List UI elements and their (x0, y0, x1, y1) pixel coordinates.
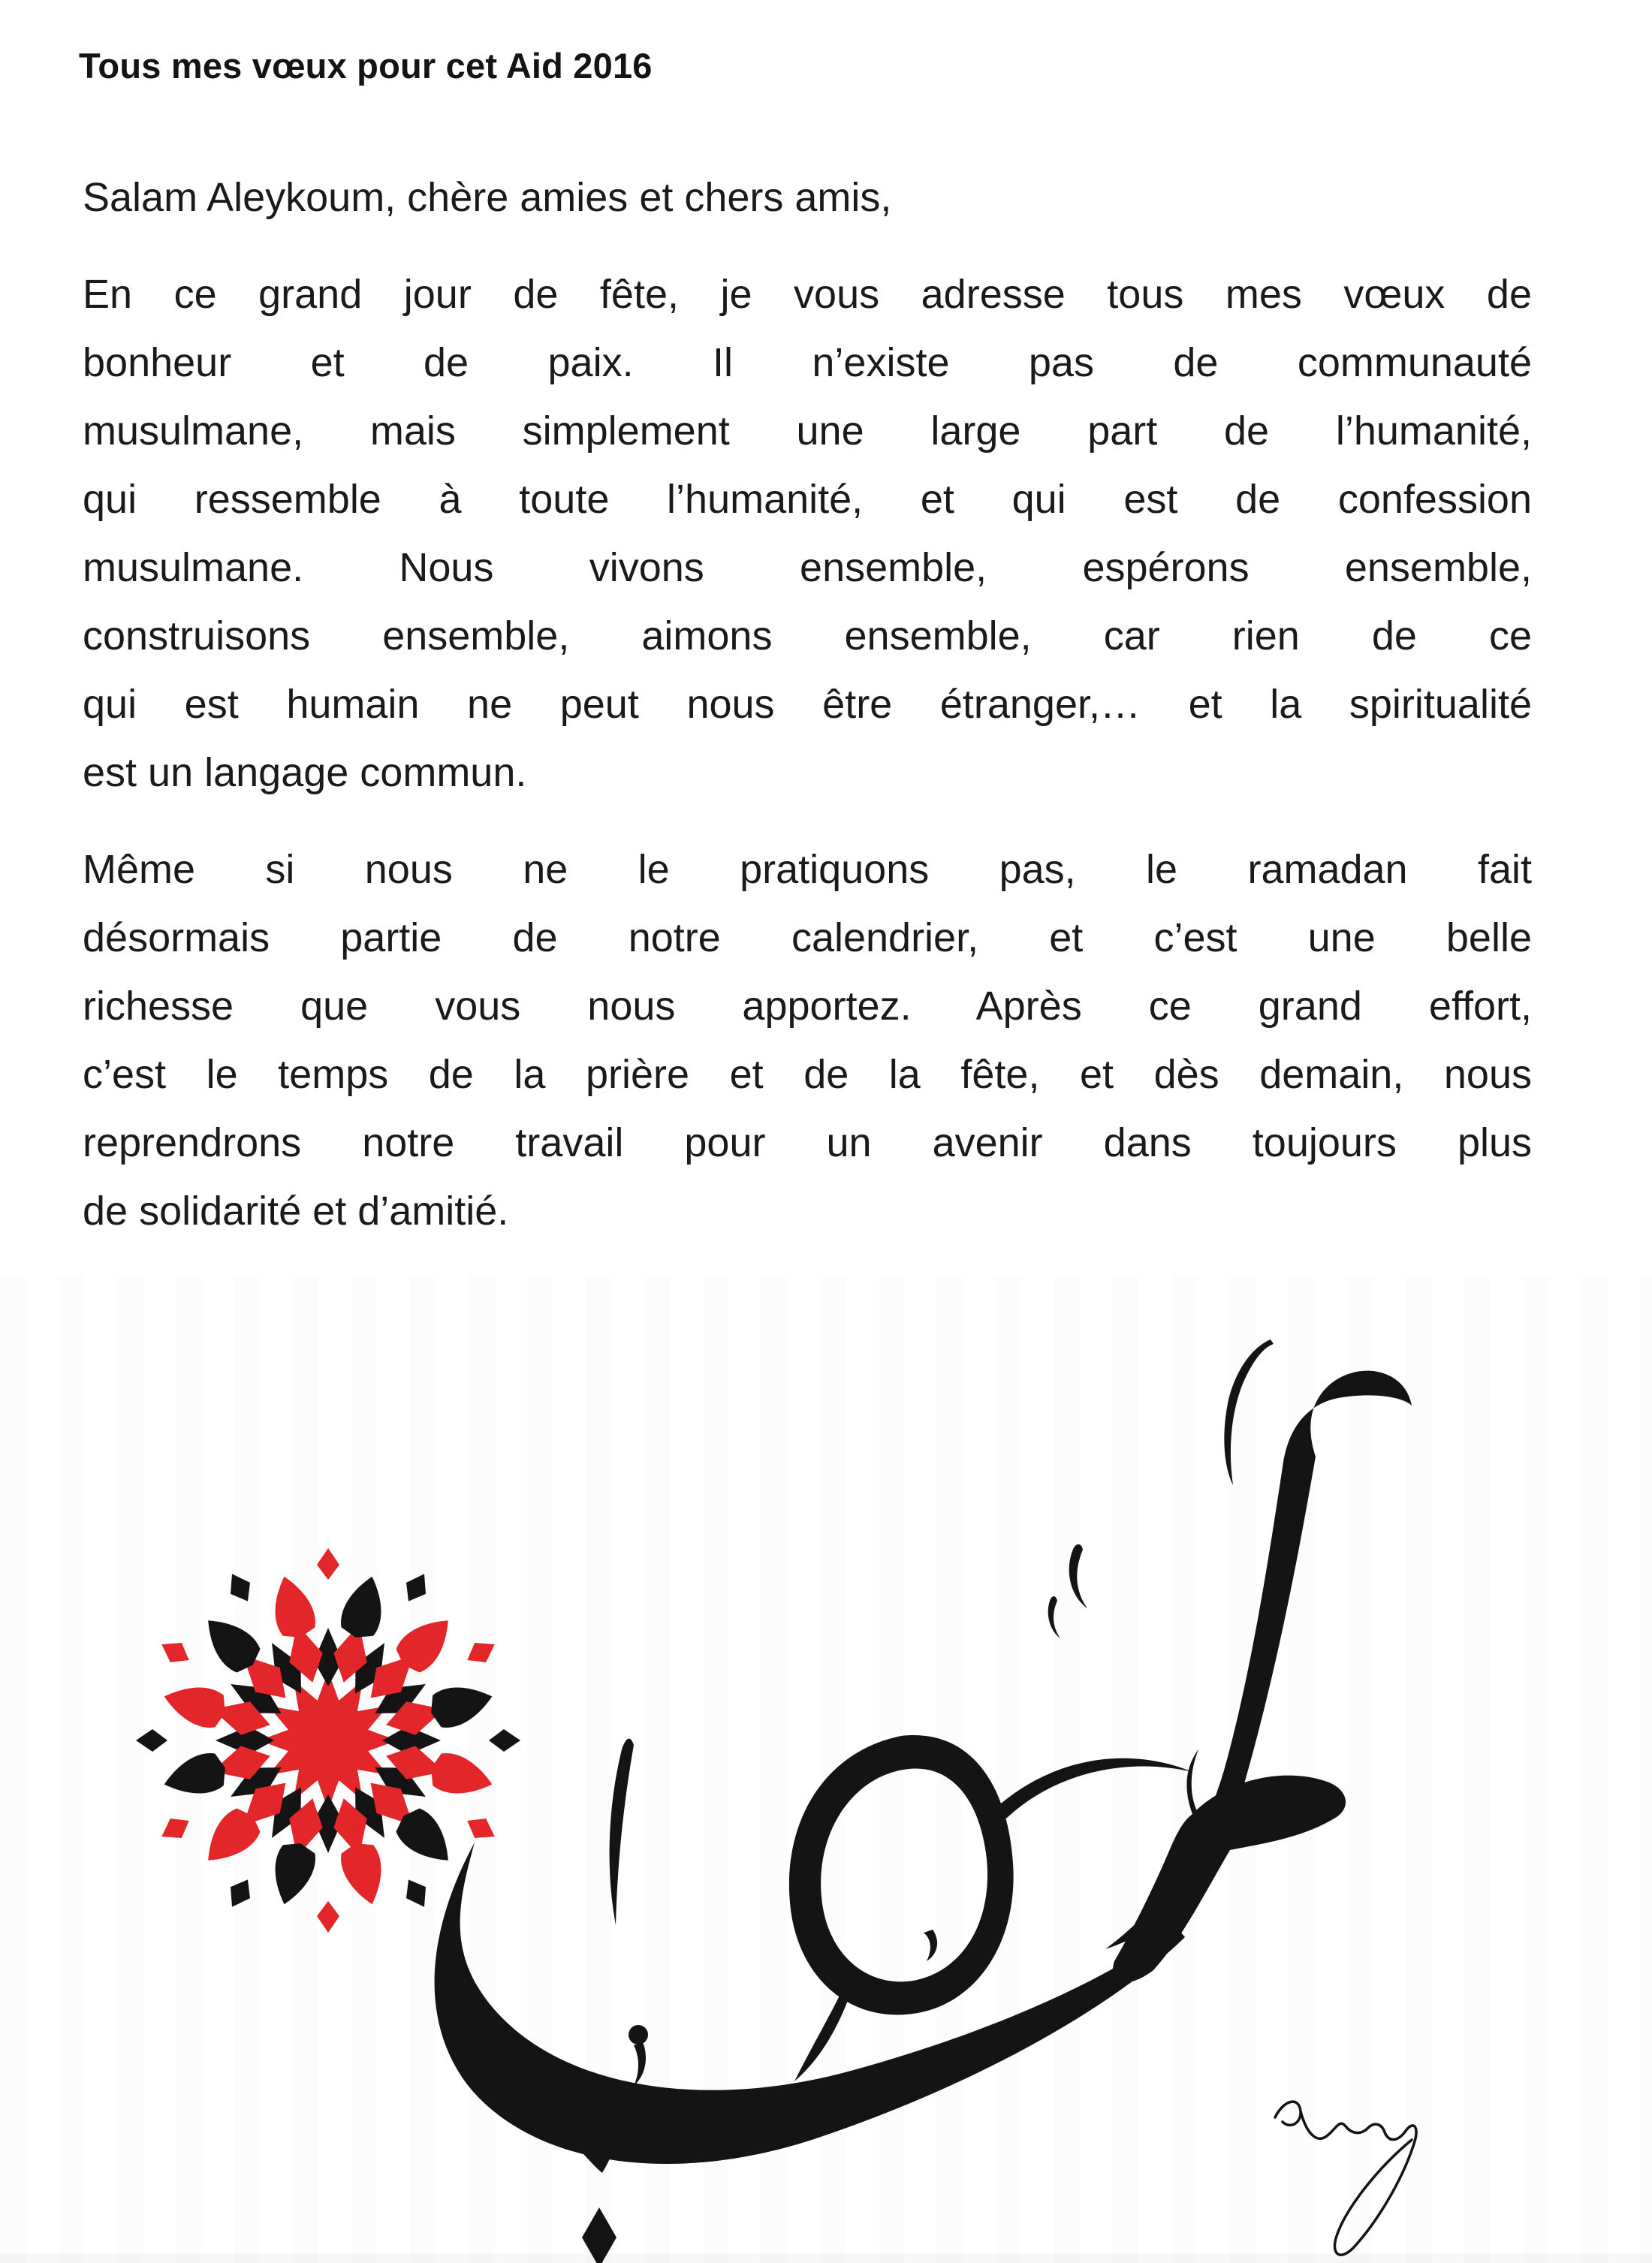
text-line: En ce grand jour de fête, je vous adresse tous mes vœux de (83, 272, 1532, 317)
page-title: Tous mes vœux pour cet Aid 2016 (79, 46, 653, 86)
text-line: est un langage commun. (83, 750, 527, 795)
text-line: richesse que vous nous apportez. Après ce grand effort, (83, 984, 1532, 1029)
body-paragraph (83, 261, 1532, 807)
greeting-artwork (135, 1324, 1592, 2263)
calligraphy-icon (435, 1339, 1412, 2263)
text-line: Salam Aleykoum, chère amies et chers amis, (83, 175, 892, 220)
body-paragraph (83, 164, 1532, 232)
text-line: qui est humain ne peut nous être étranger,… et la spiritualité (83, 682, 1532, 727)
text-line: Même si nous ne le pratiquons pas, le ramadan fait (83, 847, 1532, 892)
text-line: désormais partie de notre calendrier, et c’est une belle (83, 915, 1532, 960)
text-line: musulmane, mais simplement une large part de l’humanité, (83, 408, 1532, 454)
page-bottom-edge (0, 2254, 1652, 2263)
text-line: qui ressemble à toute l’humanité, et qui est de confession (83, 477, 1532, 522)
text-line: c’est le temps de la prière et de la fête, et dès demain, nous (83, 1052, 1532, 1097)
text-line: construisons ensemble, aimons ensemble, car rien de ce (83, 613, 1532, 658)
text-line: bonheur et de paix. Il n’existe pas de communauté (83, 340, 1532, 385)
text-line: reprendrons notre travail pour un avenir dans toujours plus (83, 1120, 1532, 1165)
text-line: musulmane. Nous vivons ensemble, espérons ensemble, (83, 545, 1532, 590)
signature-icon (1275, 2102, 1416, 2255)
body-paragraph (83, 836, 1532, 1246)
text-line: de solidarité et d’amitié. (83, 1189, 509, 1234)
body-text (83, 164, 1532, 1274)
